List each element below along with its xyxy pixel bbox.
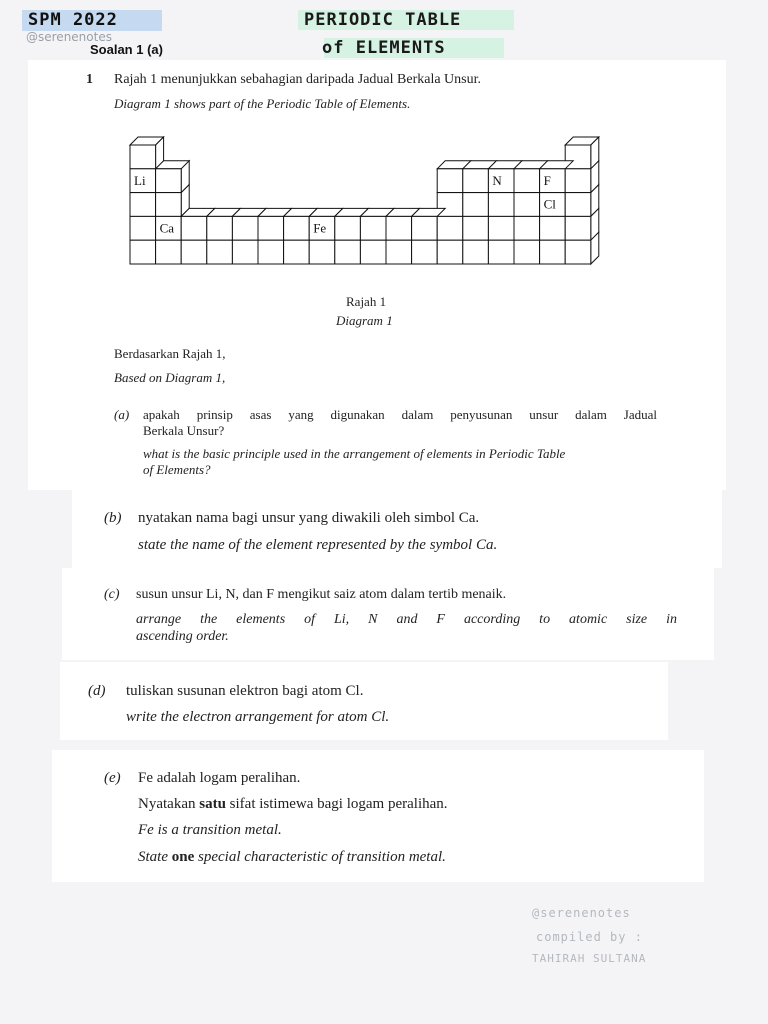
element-cell bbox=[488, 240, 514, 264]
element-cell bbox=[565, 216, 591, 240]
element-cell bbox=[386, 216, 412, 240]
element-symbol-f: F bbox=[543, 172, 551, 188]
element-cell bbox=[437, 169, 463, 193]
element-cell bbox=[540, 240, 566, 264]
part-e-label: (e) bbox=[104, 770, 121, 786]
element-cell bbox=[565, 169, 591, 193]
element-cell bbox=[156, 169, 182, 193]
part-e-malay-line1: Fe adalah logam peralihan. bbox=[138, 770, 301, 786]
footer-author: TAHIRAH SULTANA bbox=[532, 952, 647, 965]
element-cell bbox=[156, 240, 182, 264]
element-cell bbox=[232, 240, 258, 264]
element-cell bbox=[565, 240, 591, 264]
element-symbol-n: N bbox=[492, 172, 502, 188]
element-cell bbox=[514, 169, 540, 193]
part-d-panel bbox=[60, 662, 668, 740]
element-cell bbox=[412, 216, 438, 240]
footer-compiled-by: compiled by : bbox=[536, 930, 643, 944]
element-cell bbox=[258, 216, 284, 240]
element-symbol-li: Li bbox=[134, 172, 146, 188]
part-c-english-line2: ascending order. bbox=[136, 629, 229, 644]
element-cell bbox=[207, 216, 233, 240]
element-cell bbox=[514, 240, 540, 264]
element-cell bbox=[463, 193, 489, 217]
part-b-malay: nyatakan nama bagi unsur yang diwakili oleh simbol Ca. bbox=[138, 510, 480, 526]
periodic-table-diagram bbox=[0, 0, 768, 300]
element-cell bbox=[540, 216, 566, 240]
part-a-english-line2: of Elements? bbox=[143, 462, 211, 477]
element-cell bbox=[360, 216, 386, 240]
part-a-malay-line2: Berkala Unsur? bbox=[143, 423, 225, 438]
element-cell bbox=[488, 216, 514, 240]
element-cell bbox=[463, 216, 489, 240]
element-cell bbox=[181, 216, 207, 240]
element-cell bbox=[130, 216, 156, 240]
element-symbol-fe: Fe bbox=[313, 220, 327, 236]
part-c-english-line1: arrange the elements of Li, N and F according to atomic size in bbox=[136, 612, 677, 627]
part-c-label: (c) bbox=[104, 587, 120, 602]
part-e-english-line2: State one special characteristic of transition metal. bbox=[138, 849, 446, 865]
exam-year-tag: SPM 2022 bbox=[22, 10, 162, 31]
element-cell bbox=[130, 240, 156, 264]
element-cell bbox=[514, 216, 540, 240]
diagram-caption-malay: Rajah 1 bbox=[346, 294, 387, 309]
element-cell bbox=[335, 216, 361, 240]
intro-english: Diagram 1 shows part of the Periodic Table of Elements. bbox=[114, 96, 411, 111]
element-cell bbox=[130, 145, 156, 169]
part-c-malay: susun unsur Li, N, dan F mengikut saiz atom dalam tertib menaik. bbox=[136, 587, 507, 602]
part-e-malay-line2: Nyatakan satu sifat istimewa bagi logam peralihan. bbox=[138, 796, 448, 812]
element-cell bbox=[284, 240, 310, 264]
part-b-english: state the name of the element represented by the symbol Ca. bbox=[138, 537, 498, 553]
element-cell bbox=[258, 240, 284, 264]
watermark-handle: @serenenotes bbox=[26, 30, 112, 44]
element-symbol-ca: Ca bbox=[159, 220, 175, 236]
element-cell bbox=[488, 193, 514, 217]
element-cell bbox=[463, 240, 489, 264]
footer-handle: @serenenotes bbox=[532, 906, 631, 920]
element-symbol-cl: Cl bbox=[543, 196, 556, 212]
part-d-malay: tuliskan susunan elektron bagi atom Cl. bbox=[126, 683, 364, 699]
element-cell bbox=[284, 216, 310, 240]
element-cell bbox=[386, 240, 412, 264]
element-cell bbox=[130, 193, 156, 217]
part-a-label: (a) bbox=[114, 407, 130, 422]
part-b-label: (b) bbox=[104, 510, 122, 526]
part-e-english-line1: Fe is a transition metal. bbox=[138, 822, 282, 838]
element-cell bbox=[412, 240, 438, 264]
element-cell bbox=[514, 193, 540, 217]
title-line-2: of ELEMENTS bbox=[322, 38, 446, 58]
element-cell bbox=[232, 216, 258, 240]
element-cell bbox=[463, 169, 489, 193]
based-on-english: Based on Diagram 1, bbox=[114, 370, 226, 385]
element-cell bbox=[181, 240, 207, 264]
intro-malay: Rajah 1 menunjukkan sebahagian daripada Jadual Berkala Unsur. bbox=[114, 72, 481, 87]
element-cell bbox=[156, 193, 182, 217]
diagram-caption-english: Diagram 1 bbox=[336, 313, 393, 328]
element-cell bbox=[360, 240, 386, 264]
element-cell bbox=[335, 240, 361, 264]
element-cell bbox=[437, 216, 463, 240]
part-b-panel bbox=[72, 490, 722, 568]
question-number: 1 bbox=[86, 72, 93, 87]
part-d-label: (d) bbox=[88, 683, 106, 699]
title-line-1: PERIODIC TABLE bbox=[304, 10, 462, 30]
element-cell bbox=[309, 240, 335, 264]
based-on-malay: Berdasarkan Rajah 1, bbox=[114, 346, 226, 361]
element-cell bbox=[207, 240, 233, 264]
part-a-english-line1: what is the basic principle used in the arrangement of elements in Periodic Table bbox=[143, 446, 566, 461]
part-a-malay-line1: apakah prinsip asas yang digunakan dalam penyusunan unsur dalam Jadual bbox=[143, 407, 657, 422]
part-d-english: write the electron arrangement for atom Cl. bbox=[126, 709, 390, 725]
element-cell bbox=[565, 193, 591, 217]
element-cell bbox=[437, 240, 463, 264]
question-label: Soalan 1 (a) bbox=[90, 42, 163, 57]
